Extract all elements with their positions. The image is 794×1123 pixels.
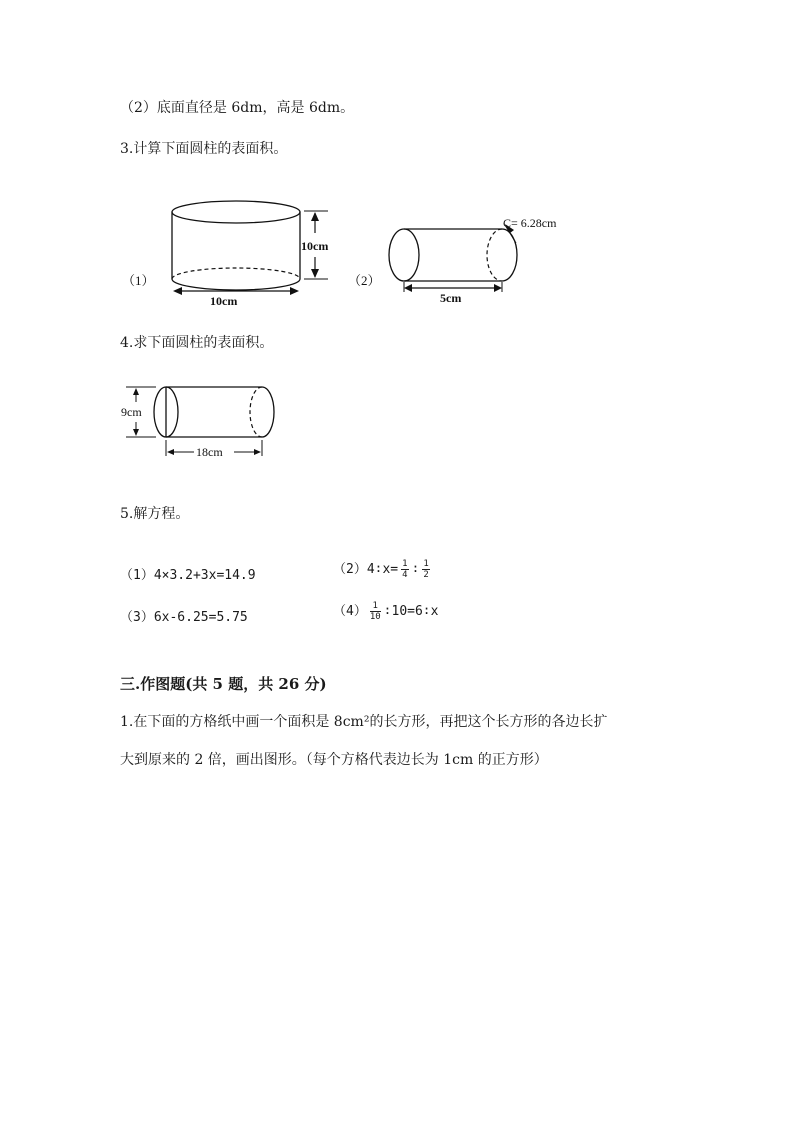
cylinder-right-back bbox=[487, 229, 502, 281]
cylinder-bottom-back bbox=[172, 268, 300, 279]
diameter-arrow-head-right bbox=[290, 287, 299, 295]
cylinder-figure-2 bbox=[348, 210, 588, 310]
fraction-one-quarter: $\frac{1}{4}$ bbox=[402, 559, 408, 580]
equation-4 bbox=[333, 600, 438, 622]
cylinder-top-ellipse bbox=[172, 201, 300, 223]
section-3-title: 三.作图题(共 5 题，共 26 分) bbox=[120, 675, 327, 693]
diameter-arrow-head-left bbox=[173, 287, 182, 295]
question-3-title: 3.计算下面圆柱的表面积。 bbox=[120, 141, 288, 157]
question-2-2: （2）底面直径是 6dm，高是 6dm。 bbox=[120, 100, 355, 116]
cylinder-right-back bbox=[250, 387, 262, 437]
height-arrow-head-bottom bbox=[311, 269, 319, 278]
equation-4-rest: ∶10=6∶x bbox=[383, 604, 439, 619]
equation-2 bbox=[333, 558, 433, 580]
cylinder-bottom-front bbox=[172, 279, 300, 290]
figure-label-1: （1） bbox=[122, 273, 155, 288]
figure-label-2: （2） bbox=[348, 273, 381, 288]
section-3-question-1-line-1: 1.在下面的方格纸中画一个面积是 8cm²的长方形，再把这个长方形的各边长扩 bbox=[120, 714, 608, 730]
length-label: 18cm bbox=[196, 445, 223, 459]
diameter-arrow-head-bottom bbox=[133, 429, 139, 436]
cylinder-figure-1 bbox=[120, 195, 350, 315]
circumference-label: C= 6.28cm bbox=[503, 216, 557, 230]
diameter-label: 9cm bbox=[121, 405, 142, 419]
length-arrow-head-left bbox=[167, 449, 174, 455]
question-4-title: 4.求下面圆柱的表面积。 bbox=[120, 335, 274, 351]
height-arrow-head-top bbox=[311, 212, 319, 221]
equation-1: （1）4×3.2+3x=14.9 bbox=[120, 568, 256, 583]
section-3-question-1-line-2: 大到原来的 2 倍，画出图形。（每个方格代表边长为 1cm 的正方形） bbox=[120, 752, 548, 768]
cylinder-right-front bbox=[502, 229, 517, 281]
length-arrow-head-right bbox=[254, 449, 261, 455]
fraction-one-tenth: $\frac{1}{10}$ bbox=[369, 601, 381, 622]
cylinder-right-front bbox=[262, 387, 274, 437]
equation-3: （3）6x-6.25=5.75 bbox=[120, 610, 248, 625]
diameter-arrow-head-top bbox=[133, 388, 139, 395]
cylinder-left-ellipse bbox=[389, 229, 419, 281]
length-arrow-head-left bbox=[404, 284, 412, 292]
cylinder-figure-3 bbox=[118, 380, 298, 470]
length-label: 5cm bbox=[440, 291, 462, 305]
length-arrow-head-right bbox=[494, 284, 502, 292]
fraction-one-half: $\frac{1}{2}$ bbox=[423, 559, 429, 580]
height-label: 10cm bbox=[301, 239, 329, 253]
equation-4-prefix: （4） bbox=[333, 604, 367, 619]
equation-2-colon: ∶ bbox=[411, 562, 420, 577]
diameter-label: 10cm bbox=[210, 294, 238, 308]
equation-2-prefix: （2）4∶x= bbox=[333, 562, 399, 577]
question-5-title: 5.解方程。 bbox=[120, 506, 190, 522]
